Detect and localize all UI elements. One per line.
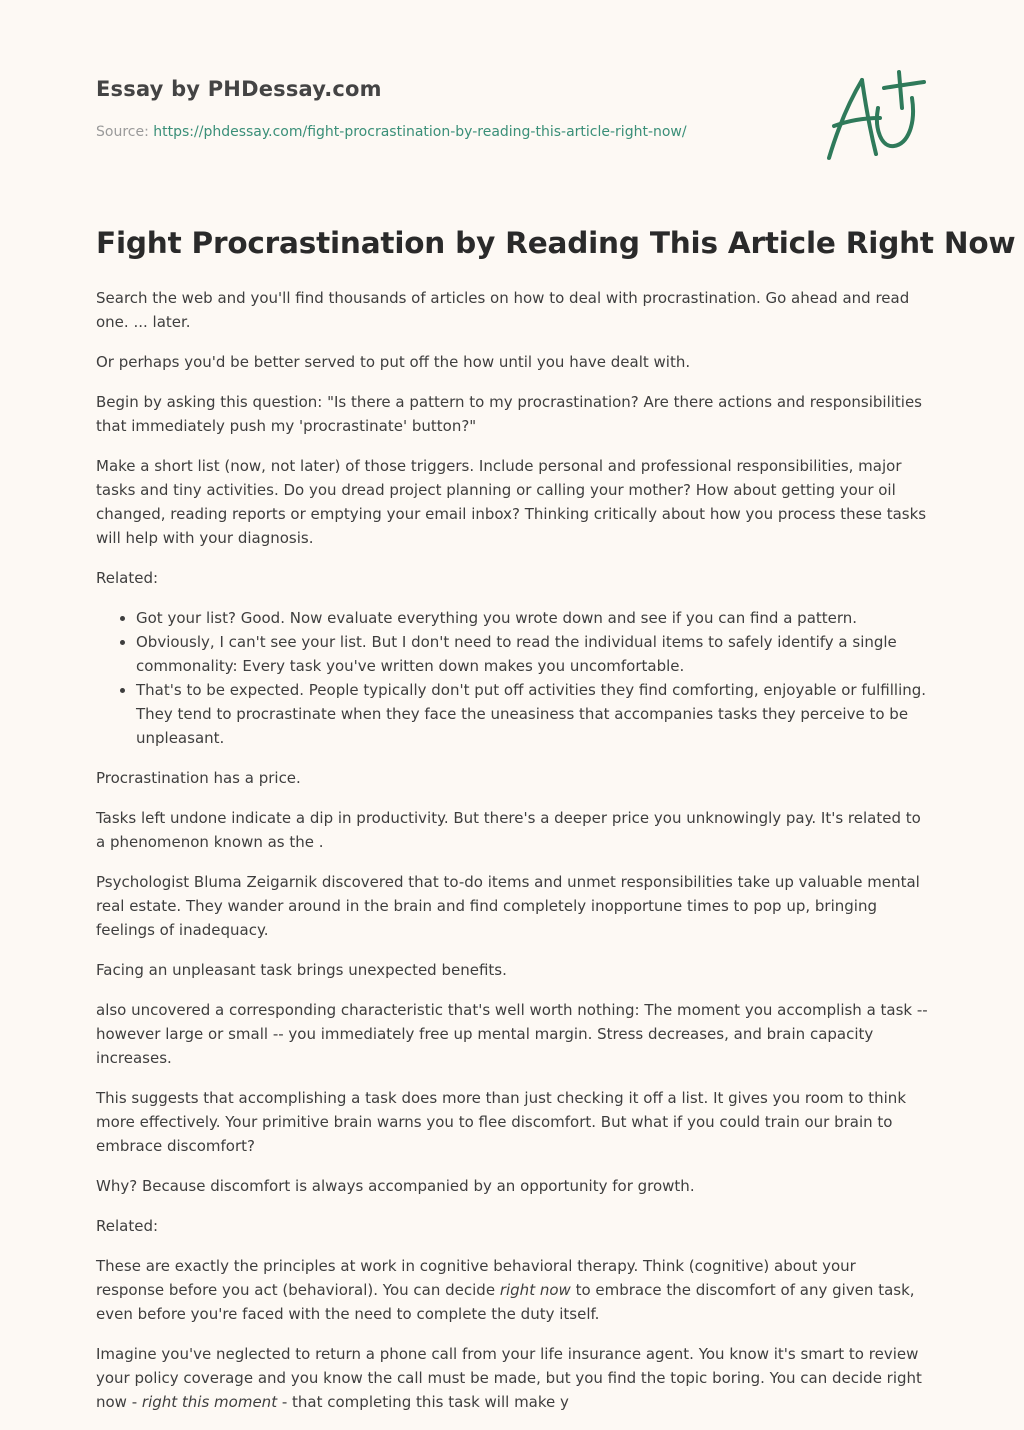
paragraph: also uncovered a corresponding characteristic that's well worth nothing: The moment you accomplish a task -- however large or small -- you immediately free up mental margin. Stress decreases, and brain capacity increases. bbox=[96, 1001, 928, 1067]
paragraph: Make a short list (now, not later) of those triggers. Include personal and professional responsibilities, major tasks and tiny activities. Do you dread project planning or calling your mother? How about getting your oil changed, reading reports or emptying your email inbox? Thinking critically about how you process these tasks will help with your diagnosis. bbox=[96, 457, 927, 547]
paragraph: Facing an unpleasant task brings unexpected benefits. bbox=[96, 961, 507, 979]
paragraph: Psychologist Bluma Zeigarnik discovered that to-do items and unmet responsibilities take up valuable mental real estate. They wander around in the brain and find completely inopportune times to pop up, bringing feelings of inadequacy. bbox=[96, 873, 920, 939]
logo-stroke-plus-h bbox=[884, 82, 924, 88]
related-label: Related: bbox=[96, 1217, 159, 1235]
emphasis-text: right now bbox=[499, 1281, 571, 1299]
paragraph: Tasks left undone indicate a dip in productivity. But there's a deeper price you unknowingly pay. It's related to a phenomenon known as the . bbox=[96, 809, 921, 851]
site-brand: Essay by PHDessay.com bbox=[96, 77, 382, 101]
logo-stroke-plus-v bbox=[899, 72, 902, 108]
text-run: to embrace the discomfort of any given task, even before you're faced with the need to complete the duty itself. bbox=[96, 1281, 915, 1323]
paragraph: Search the web and you'll find thousands of articles on how to deal with procrastination. Go ahead and read one. ... later. bbox=[96, 289, 910, 331]
text-run: - that completing this task will make y bbox=[277, 1393, 569, 1411]
source-line bbox=[96, 124, 687, 140]
related-list bbox=[96, 606, 928, 750]
related-label: Related: bbox=[96, 569, 159, 587]
list-item: • Obviously, I can't see your list. But I don't need to read the individual items to safely identify a single commonality: Every task you've written down makes you uncomfortable. bbox=[136, 630, 928, 678]
text-run: Imagine you've neglected to return a phone call from your life insurance agent. You know it's smart to review your policy coverage and you know the call must be made, but you find the topic boring. You can decide right now - bbox=[96, 1345, 922, 1411]
list-item: • Got your list? Good. Now evaluate everything you wrote down and see if you can find a pattern. bbox=[136, 606, 928, 630]
paragraph: Procrastination has a price. bbox=[96, 769, 301, 787]
source-link[interactable]: https://phdessay.com/fight-procrastination-by-reading-this-article-right-now/ bbox=[153, 124, 687, 140]
paragraph bbox=[96, 1254, 928, 1326]
paragraph: This suggests that accomplishing a task does more than just checking it off a list. It gives you room to think more effectively. Your primitive brain warns you to flee discomfort. But what if you could train our brain to embrace discomfort? bbox=[96, 1089, 906, 1155]
article-body bbox=[96, 286, 928, 1430]
a-plus-grade-icon bbox=[820, 68, 930, 168]
source-label: Source: bbox=[96, 124, 154, 140]
text-run: These are exactly the principles at work in cognitive behavioral therapy. Think (cognitive) about your response before you act (behavioral). You can decide bbox=[96, 1257, 856, 1299]
paragraph bbox=[96, 1342, 928, 1414]
paragraph: Begin by asking this question: "Is there a pattern to my procrastination? Are there actions and responsibilities that immediately push my 'procrastinate' button?" bbox=[96, 393, 922, 435]
article-title: Fight Procrastination by Reading This Article Right Now bbox=[96, 226, 1016, 260]
paragraph: Why? Because discomfort is always accompanied by an opportunity for growth. bbox=[96, 1177, 695, 1195]
list-item: • That's to be expected. People typically don't put off activities they find comforting, enjoyable or fulfilling. They tend to procrastinate when they face the uneasiness that accompanies tasks they perceive to be unpleasant. bbox=[136, 678, 928, 750]
paragraph: Or perhaps you'd be better served to put off the how until you have dealt with. bbox=[96, 353, 691, 371]
emphasis-text: right this moment bbox=[141, 1393, 278, 1411]
logo-stroke-u bbox=[877, 98, 913, 146]
